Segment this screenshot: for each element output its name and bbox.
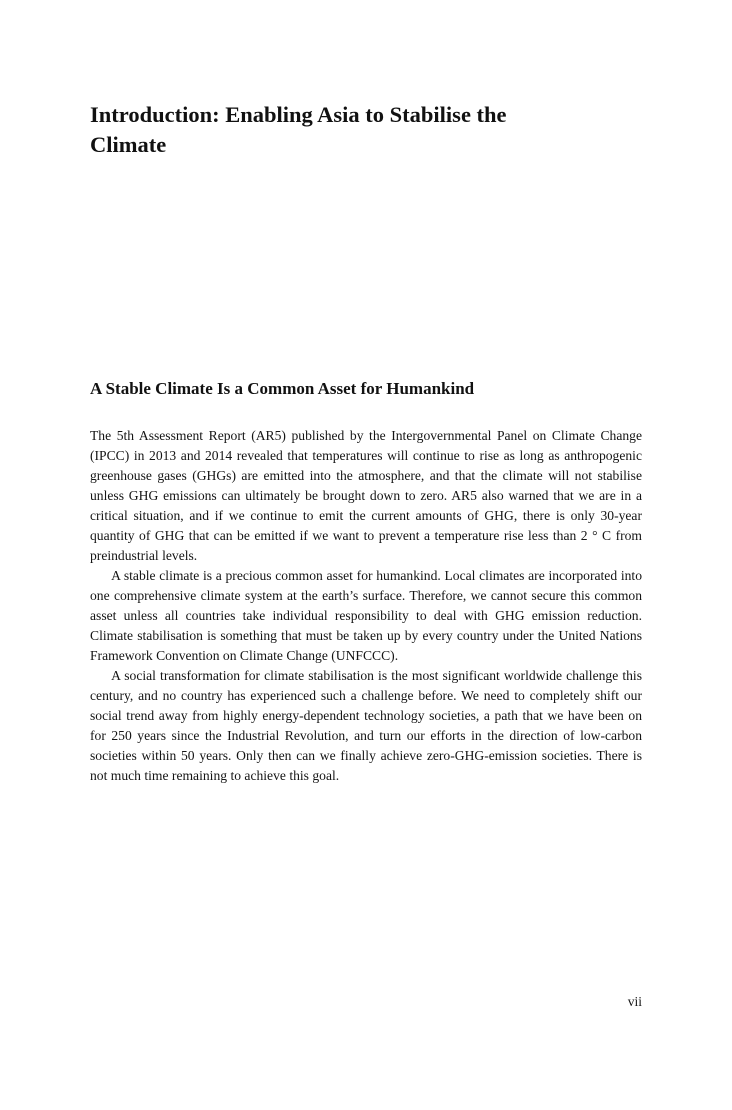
page-number: vii xyxy=(627,994,642,1009)
chapter-title: Introduction: Enabling Asia to Stabilise the Climate xyxy=(90,102,507,157)
body-text xyxy=(90,426,642,786)
paragraph-2: A stable climate is a precious common asset for humankind. Local climates are incorporated into one comprehensive climate system at the earth’s surface. Therefore, we cannot secure this common asset unless all countries take individual responsibility to deal with GHG emission reduction. Climate stabilisation is something that must be taken up by every country under the United Nations Framework Convention on Climate Change (UNFCCC). xyxy=(90,568,642,663)
paragraph-3: A social transformation for climate stabilisation is the most significant worldwide challenge this century, and no country has experienced such a challenge before. We need to completely shift our social trend away from highly energy-dependent technology societies, a path that we have been on for 250 years since the Industrial Revolution, and turn our efforts in the direction of low-carbon societies within 50 years. Only then can we finally achieve zero-GHG-emission societies. There is not much time remaining to achieve this goal. xyxy=(90,668,642,783)
paragraph-1: The 5th Assessment Report (AR5) published by the Intergovernmental Panel on Climate Change (IPCC) in 2013 and 2014 revealed that temperatures will continue to rise as long as anthropogenic greenhouse gases (GHGs) are emitted into the atmosphere, and that the climate will not stabilise unless GHG emissions can ultimately be brought down to zero. AR5 also warned that we are in a critical situation, and if we continue to emit the current amounts of GHG, there is only 30-year quantity of GHG that can be emitted if we want to prevent a temperature rise less than 2 ° C from preindustrial levels. xyxy=(90,428,642,563)
section-heading: A Stable Climate Is a Common Asset for Humankind xyxy=(90,379,475,398)
